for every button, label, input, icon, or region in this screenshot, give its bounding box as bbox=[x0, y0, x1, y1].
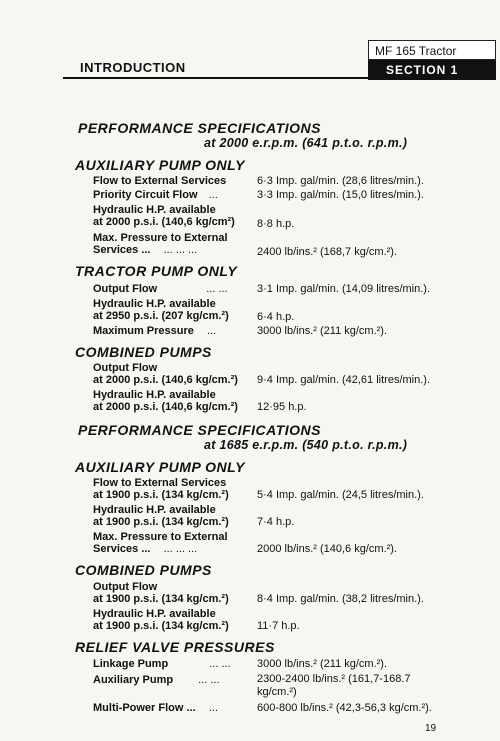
spec-label: at 2000 p.s.i. (140,6 kg/cm²) bbox=[93, 216, 235, 228]
spec-label bbox=[93, 543, 197, 555]
spec-value: 11·7 h.p. bbox=[257, 620, 300, 632]
spec-label bbox=[93, 189, 218, 201]
page-title: INTRODUCTION bbox=[80, 60, 186, 75]
label-text: Multi-Power Flow ... bbox=[93, 702, 196, 714]
spec-value: 2300-2400 lb/ins.² (161,7-168.7 bbox=[257, 673, 411, 685]
spec-value: 3000 lb/ins.² (211 kg/cm.²). bbox=[257, 658, 388, 670]
spec-label: at 1900 p.s.i. (134 kg/cm.²) bbox=[93, 593, 229, 605]
leader-dots: ... ... bbox=[206, 283, 228, 295]
leader-dots: ... ... bbox=[198, 674, 220, 686]
spec-label: at 1900 p.s.i. (134 kg/cm.²) bbox=[93, 516, 229, 528]
leader-dots: ... ... bbox=[209, 658, 231, 670]
combined-pumps-heading-1: COMBINED PUMPS bbox=[75, 344, 212, 360]
spec-value: 8·4 Imp. gal/min. (38,2 litres/min.). bbox=[257, 593, 424, 605]
spec-label: Flow to External Services bbox=[93, 477, 227, 489]
model-label: MF 165 Tractor bbox=[368, 40, 496, 60]
spec-value: kg/cm.²) bbox=[257, 686, 297, 698]
spec-label: Hydraulic H.P. available bbox=[93, 608, 216, 620]
spec-value: 8·8 h.p. bbox=[257, 218, 295, 230]
label-text: Output Flow bbox=[93, 283, 158, 295]
aux-pump-heading-2: AUXILIARY PUMP ONLY bbox=[75, 459, 246, 475]
leader-dots: ... bbox=[206, 325, 217, 337]
spec-label: at 2000 p.s.i. (140,6 kg/cm.²) bbox=[93, 401, 238, 413]
leader-dots: ... bbox=[208, 702, 218, 714]
spec-value: 2000 lb/ins.² (140,6 kg/cm.²). bbox=[257, 543, 398, 555]
leader-dots: ... bbox=[208, 189, 218, 201]
spec-subtitle-1: at 2000 e.r.p.m. (641 p.t.o. r.p.m.) bbox=[204, 136, 408, 150]
label-text: Linkage Pump bbox=[93, 658, 169, 670]
leader-dots: ... ... ... bbox=[163, 244, 198, 256]
spec-label bbox=[93, 674, 220, 686]
spec-title-1: PERFORMANCE SPECIFICATIONS bbox=[78, 120, 321, 136]
leader-dots: ... ... ... bbox=[163, 543, 198, 555]
spec-value: 12·95 h.p. bbox=[257, 401, 307, 413]
spec-label: at 2950 p.s.i. (207 kg/cm.²) bbox=[93, 310, 229, 322]
spec-label: Hydraulic H.P. available bbox=[93, 204, 216, 216]
label-text: Services ... bbox=[93, 543, 151, 555]
spec-value: 7·4 h.p. bbox=[257, 516, 295, 528]
combined-pumps-heading-2: COMBINED PUMPS bbox=[75, 562, 212, 578]
spec-label: at 2000 p.s.i. (140,6 kg/cm.²) bbox=[93, 374, 238, 386]
header-rule bbox=[63, 77, 368, 79]
label-text: Maximum Pressure bbox=[93, 325, 194, 337]
aux-pump-heading-1: AUXILIARY PUMP ONLY bbox=[75, 157, 246, 173]
spec-label bbox=[93, 658, 231, 670]
spec-label: Hydraulic H.P. available bbox=[93, 504, 216, 516]
spec-value: 3000 lb/ins.² (211 kg/cm.²). bbox=[257, 325, 388, 337]
spec-label: Hydraulic H.P. available bbox=[93, 298, 216, 310]
spec-value: 6·4 h.p. bbox=[257, 311, 295, 323]
spec-label: at 1900 p.s.i. (134 kg/cm.²) bbox=[93, 489, 229, 501]
spec-value: 3·1 Imp. gal/min. (14,09 litres/min.). bbox=[257, 283, 431, 295]
spec-title-2: PERFORMANCE SPECIFICATIONS bbox=[78, 422, 321, 438]
spec-value: 3·3 Imp. gal/min. (15,0 litres/min.). bbox=[257, 189, 424, 201]
spec-subtitle-2: at 1685 e.r.p.m. (540 p.t.o. r.p.m.) bbox=[204, 438, 408, 452]
spec-label: Max. Pressure to External bbox=[93, 232, 228, 244]
spec-label: Flow to External Services bbox=[93, 175, 227, 187]
spec-label bbox=[93, 283, 228, 295]
spec-label bbox=[93, 244, 197, 256]
spec-label: Output Flow bbox=[93, 362, 158, 374]
spec-label bbox=[93, 702, 218, 714]
relief-valve-heading: RELIEF VALVE PRESSURES bbox=[75, 639, 275, 655]
spec-label: Output Flow bbox=[93, 581, 158, 593]
spec-value: 6·3 Imp. gal/min. (28,6 litres/min.). bbox=[257, 175, 424, 187]
tractor-pump-heading: TRACTOR PUMP ONLY bbox=[75, 263, 238, 279]
spec-label bbox=[93, 325, 216, 337]
spec-label: Max. Pressure to External bbox=[93, 531, 228, 543]
label-text: Auxiliary Pump bbox=[93, 674, 174, 686]
spec-value: 9·4 Imp. gal/min. (42,61 litres/min.). bbox=[257, 374, 431, 386]
spec-value: 600-800 lb/ins.² (42,3-56,3 kg/cm.²). bbox=[257, 702, 432, 714]
label-text: Services ... bbox=[93, 244, 151, 256]
spec-value: 5·4 Imp. gal/min. (24,5 litres/min.). bbox=[257, 489, 424, 501]
spec-value: 2400 lb/ins.² (168,7 kg/cm.²). bbox=[257, 246, 398, 258]
spec-label: at 1900 p.s.i. (134 kg/cm.²) bbox=[93, 620, 229, 632]
page-number: 19 bbox=[425, 723, 437, 734]
spec-label: Hydraulic H.P. available bbox=[93, 389, 216, 401]
label-text: Priority Circuit Flow bbox=[93, 189, 198, 201]
section-label: SECTION 1 bbox=[368, 60, 496, 80]
